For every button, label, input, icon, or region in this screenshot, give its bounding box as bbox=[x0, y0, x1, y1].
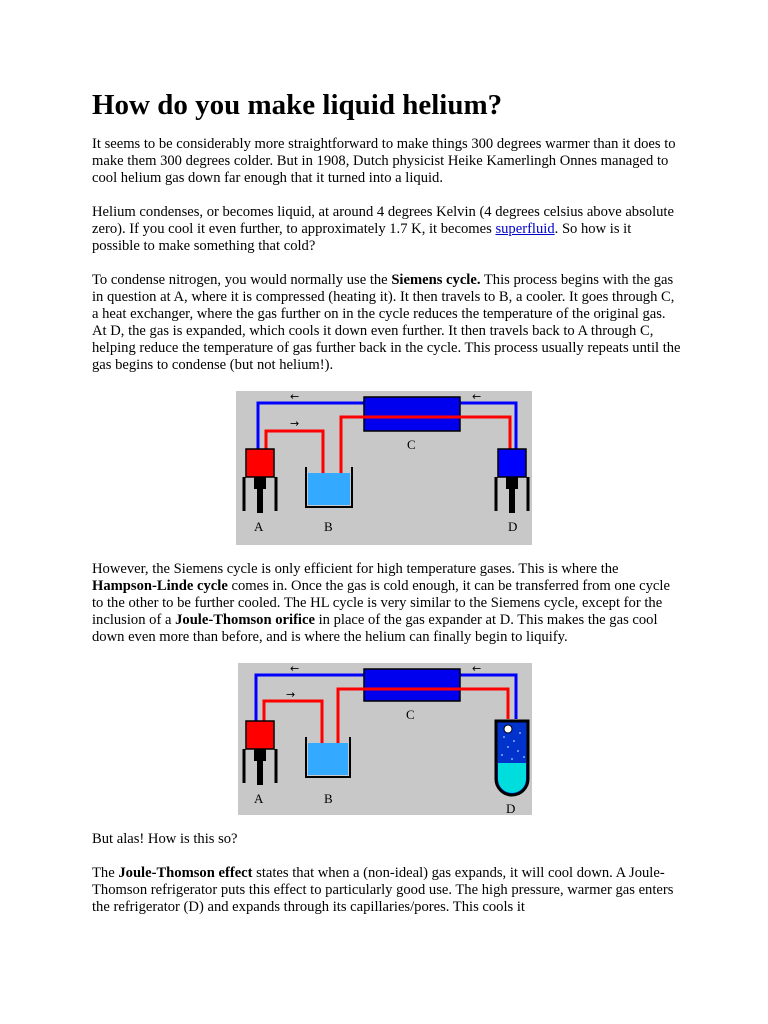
hampson-diagram-svg bbox=[238, 663, 532, 815]
paragraph-joule-thomson bbox=[92, 865, 682, 916]
heat-exchanger-c bbox=[364, 669, 460, 701]
text-segment: in place of the gas expander at D. This makes the gas cool down even more than before, and is where the helium can finally begin to liquify. bbox=[92, 612, 658, 645]
label-b: B bbox=[324, 791, 333, 806]
flow-arrow-left-icon: ← bbox=[472, 663, 482, 675]
siemens-diagram-svg bbox=[236, 391, 532, 545]
expander-d-shaft bbox=[509, 489, 515, 513]
label-a: A bbox=[254, 791, 264, 806]
text-segment: . So how is it possible to make something that cold? bbox=[92, 221, 632, 254]
compressor-a-rod bbox=[254, 477, 266, 489]
jt-orifice-icon bbox=[504, 725, 512, 733]
flow-arrow-left-icon: ← bbox=[290, 391, 300, 403]
paragraph-hampson-linde bbox=[92, 561, 682, 646]
label-d: D bbox=[508, 519, 518, 534]
text-segment: However, the Siemens cycle is only efficient for high temperature gases. This is where the bbox=[92, 561, 619, 577]
text-segment: states that when a (non-ideal) gas expands, it will cool down. A Joule-Thomson refrigerator puts this effect to particularly good use. The high pressure, warmer gas enters the refrigerator (D) and expands through its capillaries/pores. This cools it bbox=[92, 865, 674, 915]
text-segment: This process begins with the gas in question at A, where it is compressed (heating it). It then travels to B, a cooler. It goes through C, a heat exchanger, where the gas further on in the cycle reduces the temperature of the original gas. At D, the gas is expanded, which cools it down even further. It then travels back to A through C, helping reduce the temperature of gas further back in the cycle. This process usually repeats until the gas begins to condense (but not helium!). bbox=[92, 272, 681, 373]
paragraph-helium-condenses bbox=[92, 204, 682, 255]
superfluid-link[interactable]: superfluid bbox=[495, 221, 555, 237]
text-segment: Helium condenses, or becomes liquid, at around 4 degrees Kelvin (4 degrees celsius above absolute zero). If you cool it even further, to approximately 1.7 K, it becomes bbox=[92, 204, 674, 237]
label-c: C bbox=[407, 437, 416, 452]
siemens-cycle-diagram bbox=[236, 391, 532, 545]
flow-arrow-right-icon: → bbox=[290, 417, 300, 430]
compressor-a-shaft bbox=[257, 761, 263, 785]
compressor-a bbox=[246, 449, 274, 477]
heat-exchanger-c bbox=[364, 397, 460, 431]
paragraph-siemens-cycle bbox=[92, 272, 682, 374]
text-segment: The bbox=[92, 865, 119, 881]
text-segment: To condense nitrogen, you would normally use the bbox=[92, 272, 392, 288]
text-segment: comes in. Once the gas is cold enough, it can be transferred from one cycle to the other to be further cooled. The HL cycle is very similar to the Siemens cycle, except for the inclusion of a bbox=[92, 578, 670, 628]
bold-siemens-cycle: Siemens cycle. bbox=[391, 272, 481, 288]
hampson-linde-diagram bbox=[238, 663, 532, 815]
bold-joule-thomson-orifice: Joule-Thomson orifice bbox=[175, 612, 315, 628]
bold-hampson-linde: Hampson-Linde cycle bbox=[92, 578, 228, 594]
flow-arrow-right-icon: → bbox=[286, 688, 296, 701]
bold-joule-thomson-effect: Joule-Thomson effect bbox=[118, 865, 253, 881]
label-a: A bbox=[254, 519, 264, 534]
flow-arrow-left-icon: ← bbox=[290, 663, 300, 675]
cooler-b-water bbox=[308, 473, 350, 505]
compressor-a-shaft bbox=[257, 489, 263, 513]
expander-d bbox=[498, 449, 526, 477]
flow-arrow-left-icon: ← bbox=[472, 391, 482, 403]
paragraph-but-alas: But alas! How is this so? bbox=[92, 831, 238, 847]
compressor-a-rod bbox=[254, 749, 266, 761]
paragraph-intro: It seems to be considerably more straightforward to make things 300 degrees warmer than it does to make them 300 degrees colder. But in 1908, Dutch physicist Heike Kamerlingh Onnes managed to cool helium gas down far enough that it turned into a liquid. bbox=[92, 136, 676, 186]
cooler-b-water bbox=[308, 743, 348, 775]
label-c: C bbox=[406, 707, 415, 722]
page-title: How do you make liquid helium? bbox=[92, 89, 503, 121]
article bbox=[92, 88, 682, 933]
expander-d-rod bbox=[506, 477, 518, 489]
label-d: D bbox=[506, 801, 516, 815]
compressor-a bbox=[246, 721, 274, 749]
label-b: B bbox=[324, 519, 333, 534]
jt-liquid bbox=[498, 763, 526, 793]
